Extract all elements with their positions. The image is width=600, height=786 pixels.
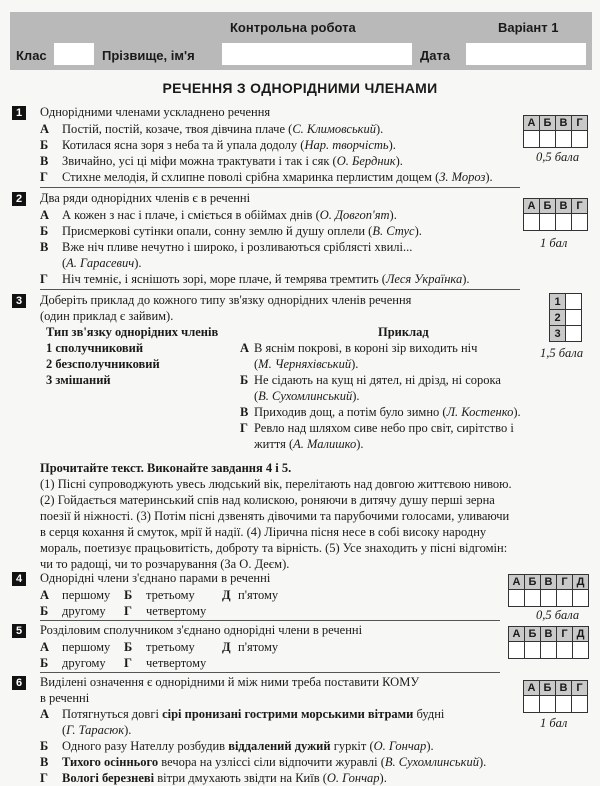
- score-label: 1 бал: [540, 236, 568, 250]
- answer-option: Г четвертому: [124, 656, 207, 670]
- question-number: 3: [12, 294, 26, 308]
- divider: [40, 620, 500, 621]
- class-label: Клас: [16, 48, 47, 63]
- question-stem: Доберіть приклад до кожного типу зв'язку однорідних членів речення: [40, 293, 412, 307]
- column-header-type: Тип зв'язку однорідних членів: [46, 325, 219, 339]
- example-item-continued: (В. Сухомлинський).: [254, 389, 360, 403]
- topic-title: РЕЧЕННЯ З ОДНОРІДНИМИ ЧЛЕНАМИ: [162, 80, 438, 96]
- answer-box[interactable]: [573, 590, 589, 607]
- date-label: Дата: [420, 48, 451, 63]
- answer-box[interactable]: [566, 310, 582, 326]
- answer-box[interactable]: [525, 590, 541, 607]
- answer-option: А першому: [40, 640, 111, 654]
- answer-box[interactable]: [566, 326, 582, 342]
- answer-box[interactable]: [540, 696, 556, 713]
- answer-box[interactable]: [557, 642, 573, 659]
- answer-box[interactable]: [573, 642, 589, 659]
- question-stem: Виділені означення є однорідними й між ними треба поставити КОМУ: [40, 675, 420, 689]
- answer-box[interactable]: [572, 131, 588, 148]
- answer-option-continued: (Г. Тарасюк).: [62, 723, 132, 737]
- answer-box[interactable]: [540, 131, 556, 148]
- name-label: Прізвище, ім'я: [102, 48, 195, 63]
- answer-option: В Вже ніч пливе нечутно і широко, і розливаються сріблясті хвилі...: [40, 240, 413, 254]
- score-label: 0,5 бала: [536, 150, 580, 164]
- question-stem: Однорідними членами ускладнено речення: [40, 105, 271, 119]
- answer-option: Г четвертому: [124, 604, 207, 618]
- answer-grid: А Б В Г: [523, 115, 588, 148]
- name-field[interactable]: [222, 43, 412, 65]
- answer-option: Б Присмеркові сутінки опали, сонну землю й душу оплели (В. Стус).: [40, 224, 422, 238]
- answer-grid: А Б В Г Д: [508, 626, 589, 659]
- answer-box[interactable]: [566, 294, 582, 310]
- example-item: Г Ревло над шляхом сиве небо про світ, сирітство і: [240, 421, 514, 435]
- question-stem: Два ряди однорідних членів є в реченні: [40, 191, 251, 205]
- answer-option: В Тихого осіннього вечора на узліссі сіли відпочити журавлі (В. Сухомлинський).: [40, 755, 487, 769]
- answer-grid: А Б В Г Д: [508, 574, 589, 607]
- answer-box[interactable]: [509, 642, 525, 659]
- answer-option: Б Котилася ясна зоря з неба та й упала додолу (Нар. творчість).: [40, 138, 396, 152]
- answer-box[interactable]: [524, 131, 540, 148]
- answer-box[interactable]: [540, 214, 556, 231]
- answer-box[interactable]: [572, 696, 588, 713]
- answer-box[interactable]: [509, 590, 525, 607]
- text-intro: Прочитайте текст. Виконайте завдання 4 і 5.: [40, 461, 292, 475]
- answer-box[interactable]: [541, 642, 557, 659]
- date-field[interactable]: [466, 43, 586, 65]
- question-number: 6: [12, 676, 26, 690]
- answer-box[interactable]: [525, 642, 541, 659]
- matching-grid: 1 2 3: [549, 293, 582, 342]
- answer-option: Б Одного разу Нателлу розбудив віддалений дужий гуркіт (О. Гончар).: [40, 739, 434, 753]
- text-line: в серця кохання й смуток, мрії й надії. (4) Лірична пісня несе в собі високу народну: [40, 525, 487, 539]
- class-field[interactable]: [54, 43, 94, 65]
- answer-box[interactable]: [556, 214, 572, 231]
- question-stem: в реченні: [40, 691, 90, 705]
- question-number: 2: [12, 192, 26, 206]
- answer-option: Д п'ятому: [222, 640, 279, 654]
- answer-option: Б другому: [40, 656, 106, 670]
- answer-option: А Постій, постій, козаче, твоя дівчина плаче (С. Климовський).: [40, 122, 384, 136]
- text-line: мораль, поетизує працьовитість, доброту та вірність. (5) Усе знаходить у пісні відгомін:: [40, 541, 508, 555]
- example-item: А В яснім покрові, в короні зір виходить ніч: [240, 341, 478, 355]
- answer-option: Б третьому: [124, 640, 195, 654]
- example-item: Б Не сідають на кущ ні дятел, ні дрізд, ні сорока: [240, 373, 501, 387]
- answer-grid: А Б В Г: [523, 198, 588, 231]
- answer-box[interactable]: [556, 131, 572, 148]
- answer-option: А Потягнуться довгі сірі пронизані гострими морськими вітрами будні: [40, 707, 445, 721]
- text-line: (1) Пісні супроводжують увесь людський вік, перелітають над довгою життєвою нивою.: [40, 477, 512, 491]
- question-number: 1: [12, 106, 26, 120]
- score-label: 1,5 бала: [540, 346, 584, 360]
- type-item: 2 безсполучниковий: [46, 357, 160, 371]
- answer-box[interactable]: [541, 590, 557, 607]
- worksheet-title: Контрольна робота: [230, 20, 356, 35]
- question-stem: (один приклад є зайвим).: [40, 309, 174, 323]
- divider: [40, 672, 500, 673]
- divider: [40, 289, 520, 290]
- answer-grid: А Б В Г: [523, 680, 588, 713]
- worksheet-header: [10, 12, 592, 70]
- answer-box[interactable]: [524, 214, 540, 231]
- example-item-continued: (М. Черняхівський).: [254, 357, 359, 371]
- question-stem: Розділовим сполучником з'єднано однорідні члени в реченні: [40, 623, 363, 637]
- divider: [40, 187, 520, 188]
- answer-box[interactable]: [524, 696, 540, 713]
- answer-box[interactable]: [557, 590, 573, 607]
- type-item: 3 змішаний: [46, 373, 111, 387]
- example-item-continued: життя (А. Малишко).: [254, 437, 364, 451]
- question-number: 5: [12, 624, 26, 638]
- answer-box[interactable]: [572, 214, 588, 231]
- variant-label: Варіант 1: [498, 20, 559, 35]
- question-stem: Однорідні члени з'єднано парами в реченні: [40, 571, 271, 585]
- answer-option-continued: (А. Гарасевич).: [62, 256, 142, 270]
- score-label: 0,5 бала: [536, 608, 580, 622]
- answer-option: Б другому: [40, 604, 106, 618]
- question-number: 4: [12, 572, 26, 586]
- answer-option: Д п'ятому: [222, 588, 279, 602]
- text-line: (2) Гойдається материнський спів над колискою, роняючи в дитячу душу перші зерна: [40, 493, 495, 507]
- type-item: 1 сполучниковий: [46, 341, 144, 355]
- answer-option: Г Стихне мелодія, й схлипне поволі срібна хмаринка перлистим дощем (З. Мороз).: [40, 170, 493, 184]
- answer-option: Г Вологі березневі вітри дмухають звідти на Київ (О. Гончар).: [40, 771, 387, 785]
- score-label: 1 бал: [540, 716, 568, 730]
- answer-option: А А кожен з нас і плаче, і сміється в обіймах днів (О. Довгоп'ят).: [40, 208, 397, 222]
- text-line: чи то радощі, чи то розчарування (За О. Деєм).: [40, 557, 290, 571]
- answer-box[interactable]: [556, 696, 572, 713]
- answer-option: Г Ніч темніє, і яснішоть зорі, море плаче, й темрява тремтить (Леся Українка).: [40, 272, 470, 286]
- answer-option: Б третьому: [124, 588, 195, 602]
- answer-option: А першому: [40, 588, 111, 602]
- answer-option: В Звичайно, усі ці міфи можна трактувати і так і сяк (О. Бердник).: [40, 154, 403, 168]
- example-item: В Приходив дощ, а потім було зимно (Л. Костенко).: [240, 405, 521, 419]
- column-header-example: Приклад: [378, 325, 429, 339]
- text-line: поезії й ніжності. (3) Потім пісні дзвенять дівочими та парубочими голосами, уливаючи: [40, 509, 510, 523]
